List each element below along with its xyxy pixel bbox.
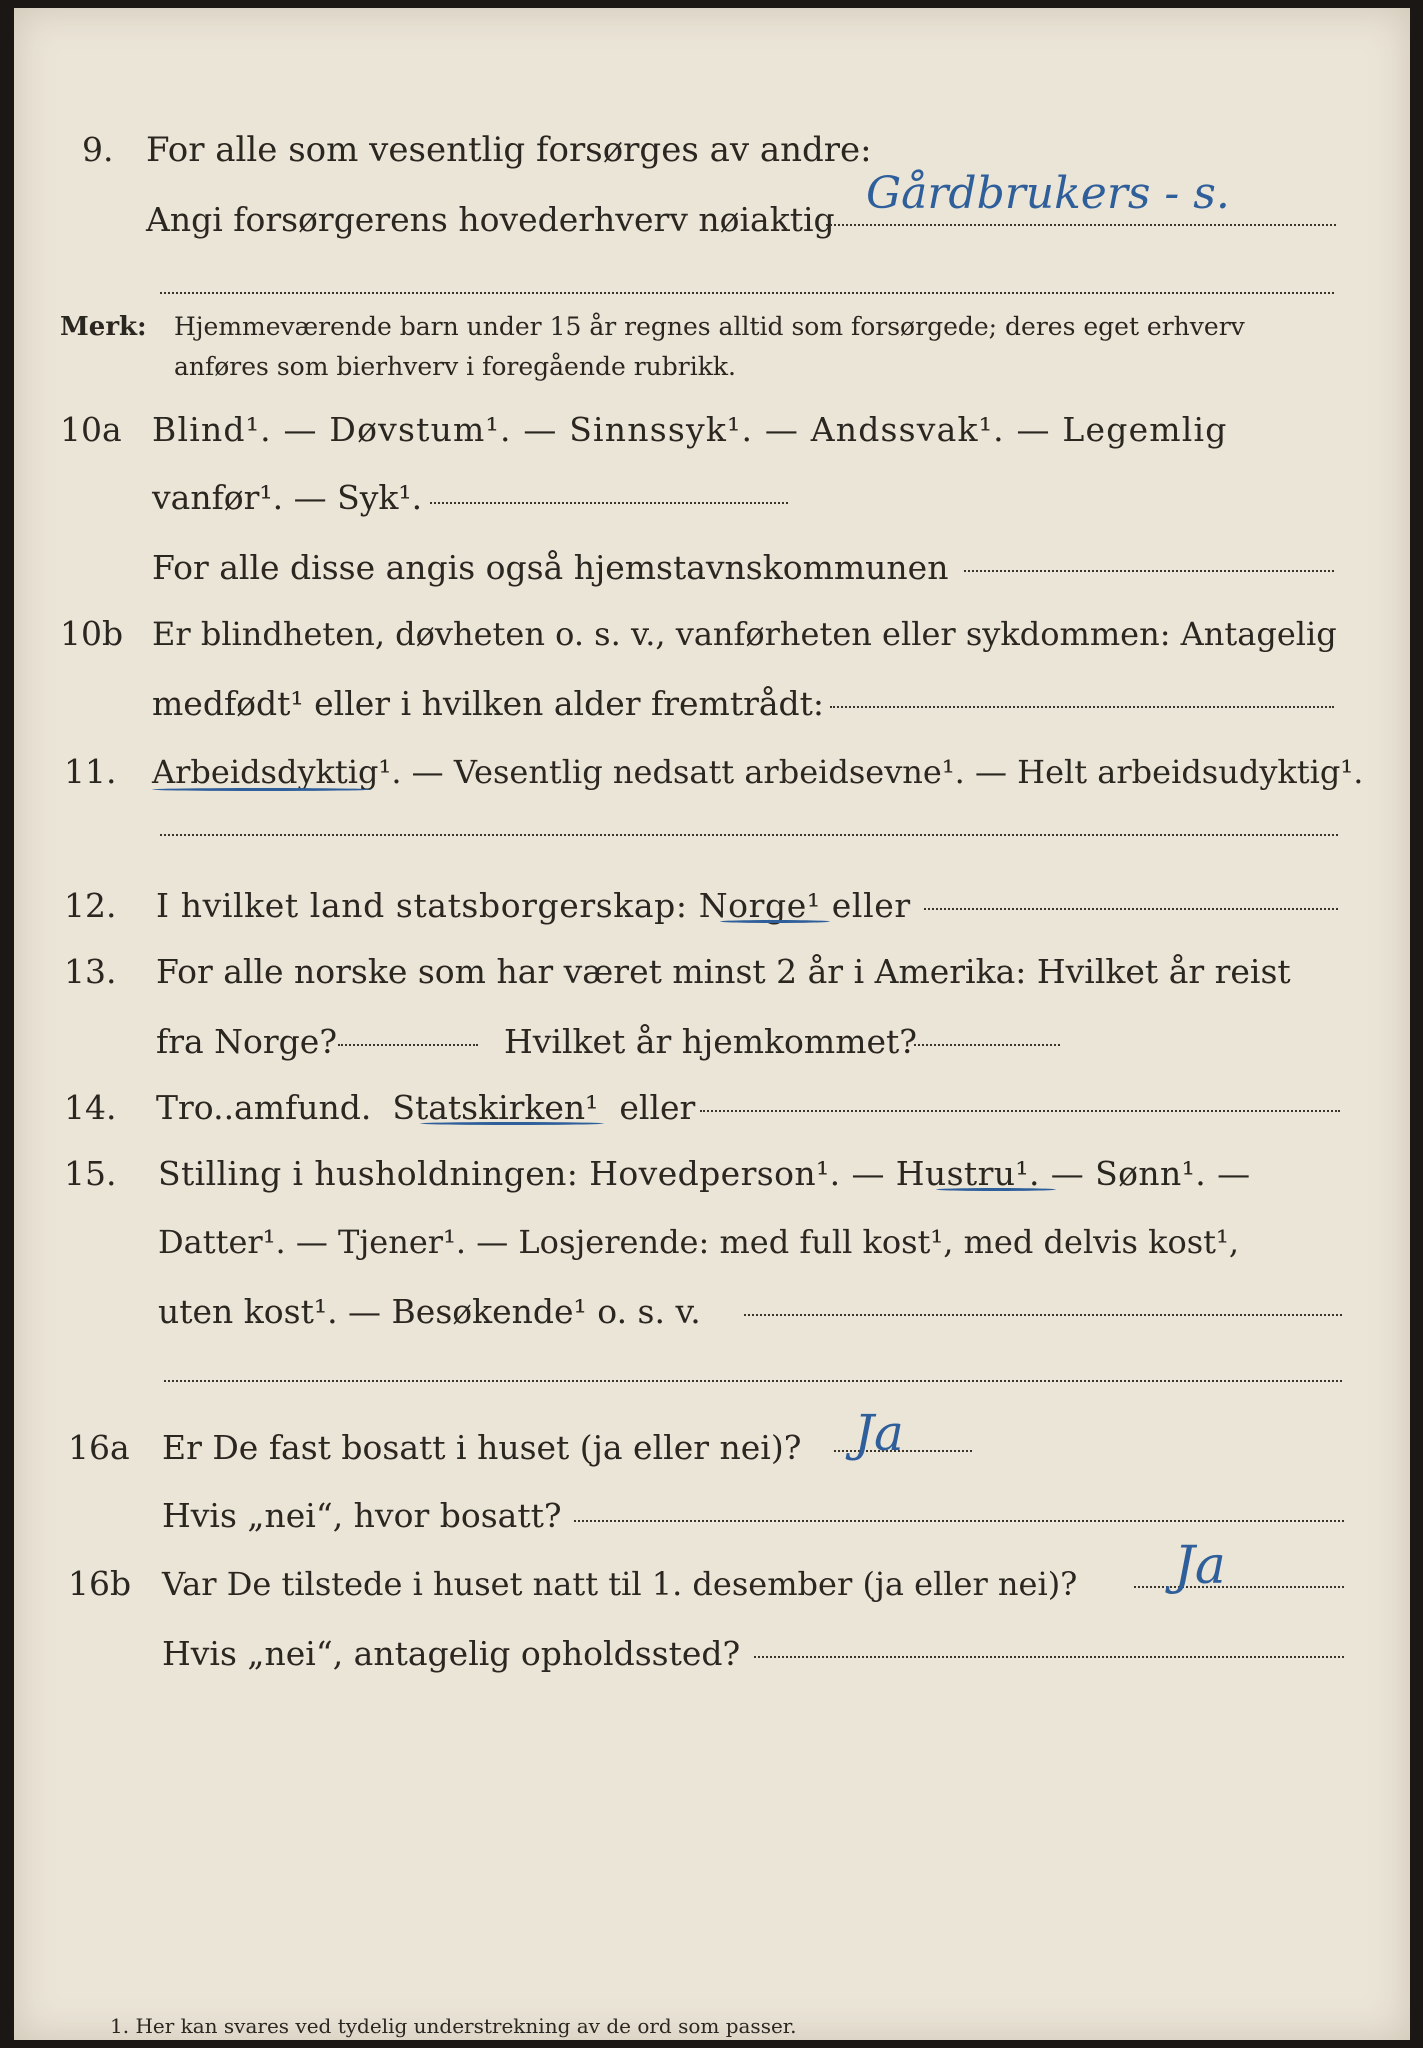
q10a-syk-line[interactable]: [430, 502, 788, 504]
q16a-bosatt-line[interactable]: [574, 1520, 1344, 1522]
q15-number: 15.: [64, 1154, 117, 1193]
q9-answer-line[interactable]: [826, 224, 1336, 226]
footnote: 1. Her kan svares ved tydelig understrekning av de ord som passer.: [110, 2014, 797, 2038]
q13-reist-line[interactable]: [338, 1044, 478, 1046]
q16a-line1: Er De fast bosatt i huset (ja eller nei)?: [162, 1428, 802, 1467]
q16b-handwritten-answer: Ja: [1174, 1536, 1226, 1596]
q10a-line1: Blind¹. — Døvstum¹. — Sinnssyk¹. — Andssvak¹. — Legemlig: [152, 410, 1228, 449]
q14-answer-line[interactable]: [700, 1110, 1340, 1112]
q16a-handwritten-answer: Ja: [854, 1404, 904, 1462]
q16b-answer-line[interactable]: [1134, 1586, 1344, 1588]
q15-hustru-underline: [936, 1188, 1056, 1191]
q11-extra-line[interactable]: [160, 834, 1338, 836]
q9-handwritten-answer: Gårdbrukers - s.: [866, 168, 1230, 219]
merk-line2: anføres som bierhverv i foregående rubrikk.: [174, 352, 736, 381]
q15-line2: Datter¹. — Tjener¹. — Losjerende: med full kost¹, med delvis kost¹,: [158, 1223, 1240, 1261]
q11-number: 11.: [64, 752, 117, 791]
q10b-line2: medfødt¹ eller i hvilken alder fremtrådt:: [152, 684, 825, 723]
q16b-line1: Var De tilstede i huset natt til 1. desember (ja eller nei)?: [162, 1565, 1078, 1603]
q9-extra-line[interactable]: [160, 292, 1334, 294]
q15-line3: uten kost¹. — Besøkende¹ o. s. v.: [158, 1292, 701, 1331]
q13-hjemkommet-line[interactable]: [914, 1044, 1060, 1046]
q9-line2: Angi forsørgerens hovederhverv nøiaktig: [146, 200, 835, 239]
q13-line2b: Hvilket år hjemkommet?: [504, 1022, 917, 1061]
q10b-answer-line[interactable]: [830, 706, 1334, 708]
q10a-line2: vanfør¹. — Syk¹.: [152, 478, 423, 517]
q14-number: 14.: [64, 1088, 117, 1127]
q16a-number: 16a: [68, 1428, 130, 1467]
q12-number: 12.: [64, 886, 117, 925]
merk-line1: Hjemmeværende barn under 15 år regnes alltid som forsørgede; deres eget erhverv: [174, 312, 1245, 341]
q16b-opholdssted-line[interactable]: [754, 1656, 1344, 1658]
q16b-number: 16b: [68, 1564, 132, 1603]
q11-arbeidsdyktig-underline: [152, 788, 372, 791]
q15-line1: Stilling i husholdningen: Hovedperson¹. — Hustru¹. — Sønn¹. —: [158, 1154, 1251, 1193]
q13-number: 13.: [64, 952, 117, 991]
q14-statskirken-underline: [420, 1122, 604, 1125]
q12-norge-underline: [720, 920, 830, 923]
q13-line1: For alle norske som har været minst 2 år i Amerika: Hvilket år reist: [156, 952, 1291, 991]
q10a-hjemstavn-line[interactable]: [964, 570, 1334, 572]
merk-label: Merk:: [60, 312, 147, 342]
q16b-line2: Hvis „nei“, antagelig opholdssted?: [162, 1634, 741, 1673]
q9-number: 9.: [82, 130, 114, 169]
q13-line2a: fra Norge?: [156, 1022, 338, 1061]
q10a-number: 10a: [60, 410, 122, 449]
q10b-number: 10b: [60, 614, 124, 653]
q9-line1: For alle som vesentlig forsørges av andre:: [146, 130, 872, 170]
census-form-page: [14, 8, 1410, 2040]
q10a-line3: For alle disse angis også hjemstavnskommunen: [152, 548, 949, 587]
q14-line1: Tro..amfund. Statskirken¹ eller: [156, 1088, 696, 1127]
q11-line1: Arbeidsdyktig¹. — Vesentlig nedsatt arbeidsevne¹. — Helt arbeidsudyktig¹.: [152, 753, 1364, 791]
q12-answer-line[interactable]: [924, 908, 1338, 910]
q16a-line2: Hvis „nei“, hvor bosatt?: [162, 1496, 562, 1535]
q15-answer-line[interactable]: [744, 1314, 1342, 1316]
q10b-line1: Er blindheten, døvheten o. s. v., vanførheten eller sykdommen: Antagelig: [152, 615, 1337, 653]
q15-extra-line[interactable]: [164, 1380, 1342, 1382]
q12-line1: I hvilket land statsborgerskap: Norge¹ eller: [156, 886, 911, 925]
